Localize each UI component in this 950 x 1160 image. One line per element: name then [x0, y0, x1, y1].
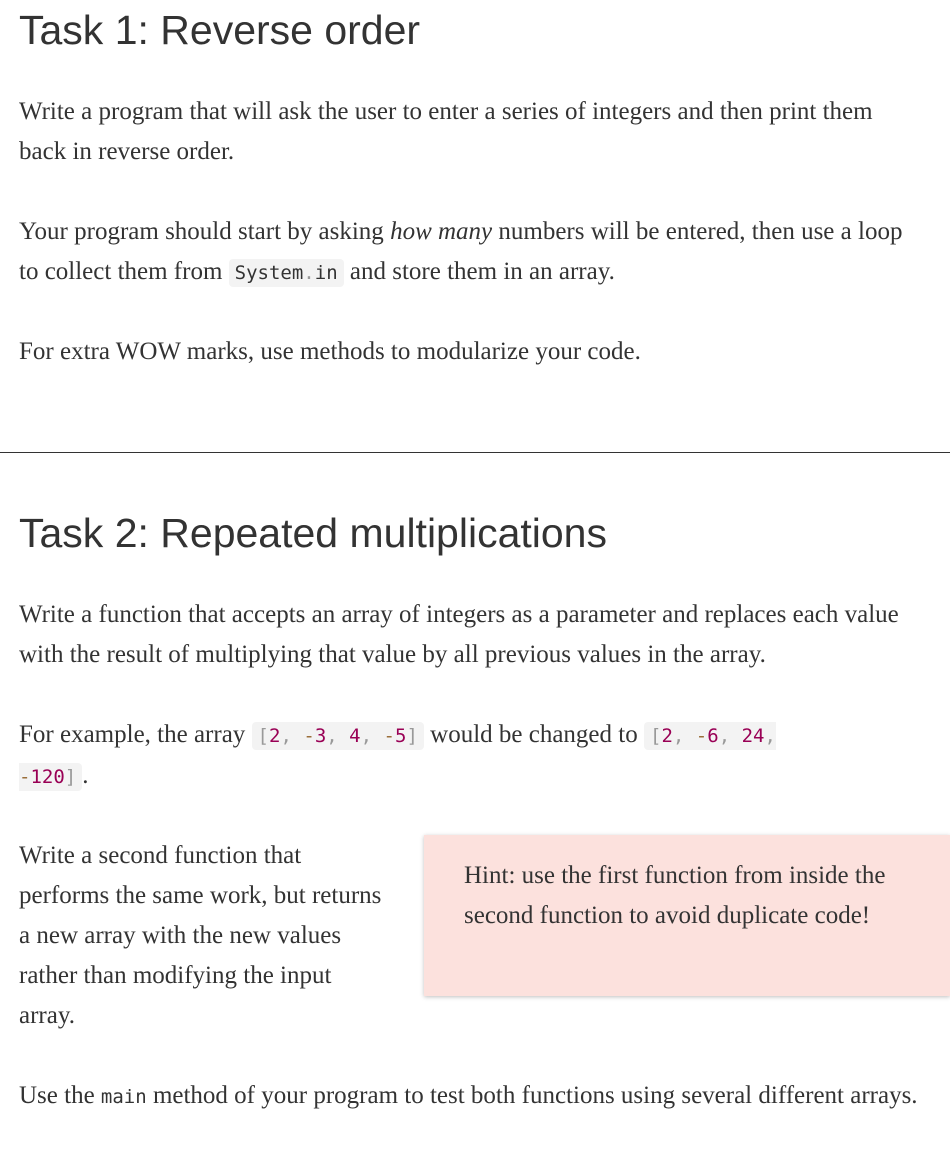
task2-example-text-before: For example, the array: [19, 721, 252, 748]
code-comma: ,: [360, 725, 373, 747]
code-number: 5: [394, 725, 407, 747]
main-code: main: [100, 1086, 147, 1108]
code-bracket-close: ]: [406, 725, 418, 747]
task1-paragraph-2: [19, 212, 919, 293]
task2-example-paragraph: [19, 715, 854, 797]
code-minus: -: [19, 766, 31, 788]
task1-p2-emphasis: how many: [390, 218, 493, 245]
task2-paragraph-4: [19, 1076, 929, 1117]
code-comma: ,: [672, 725, 685, 747]
task1-p2-text-after: and store them in an array.: [343, 258, 615, 285]
hint-text: Hint: use the first function from inside the second function to avoid duplicate code!: [464, 862, 886, 929]
task2-paragraph-1: Write a function that accepts an array of integers as a parameter and replaces each value with the result of multiplying that value by all previous values in the array.: [19, 601, 899, 668]
code-number: 24: [741, 725, 765, 747]
task2-example-text-middle: would be changed to: [423, 721, 644, 748]
task2-heading: Task 2: Repeated multiplications: [19, 510, 607, 556]
code-comma: ,: [280, 725, 292, 747]
code-number: 120: [30, 766, 65, 788]
code-comma: ,: [718, 725, 731, 747]
task2-p4-text-after: method of your program to test both functions using several different arrays.: [146, 1082, 918, 1109]
system-in-code: [229, 259, 344, 287]
code-dot: .: [303, 262, 315, 284]
code-number: 2: [269, 725, 281, 747]
task1-heading: Task 1: Reverse order: [19, 7, 421, 53]
code-minus: -: [383, 725, 395, 747]
code-bracket-open: [: [257, 725, 269, 747]
code-bracket-close: ]: [64, 766, 77, 788]
task2-p4-text-before: Use the: [19, 1082, 101, 1109]
code-in: in: [314, 262, 338, 284]
section-divider: [0, 452, 950, 453]
task2-paragraph-3: Write a second function that performs the same work, but returns a new array with the new values rather than modifying the input array.: [19, 842, 382, 1029]
task1-paragraph-1: Write a program that will ask the user to enter a series of integers and then print them back in reverse order.: [19, 98, 873, 165]
code-number: 2: [661, 725, 673, 747]
code-bracket-open: [: [649, 725, 662, 747]
code-comma: ,: [326, 725, 338, 747]
code-minus: -: [303, 725, 315, 747]
input-array-code: [252, 722, 424, 750]
code-minus: -: [695, 725, 708, 747]
code-comma: ,: [764, 725, 776, 747]
task1-p2-text-before: Your program should start by asking: [19, 218, 391, 245]
code-number: 3: [314, 725, 327, 747]
hint-box: [424, 835, 950, 996]
code-number: 6: [707, 725, 719, 747]
task1-paragraph-3: For extra WOW marks, use methods to modularize your code.: [19, 338, 641, 365]
code-system: System: [234, 262, 304, 284]
code-number: 4: [349, 725, 361, 747]
task2-example-text-after: .: [82, 762, 89, 789]
task1-p2-text-middle: numbers will be entered, then use a loop to collect them from: [19, 218, 903, 285]
